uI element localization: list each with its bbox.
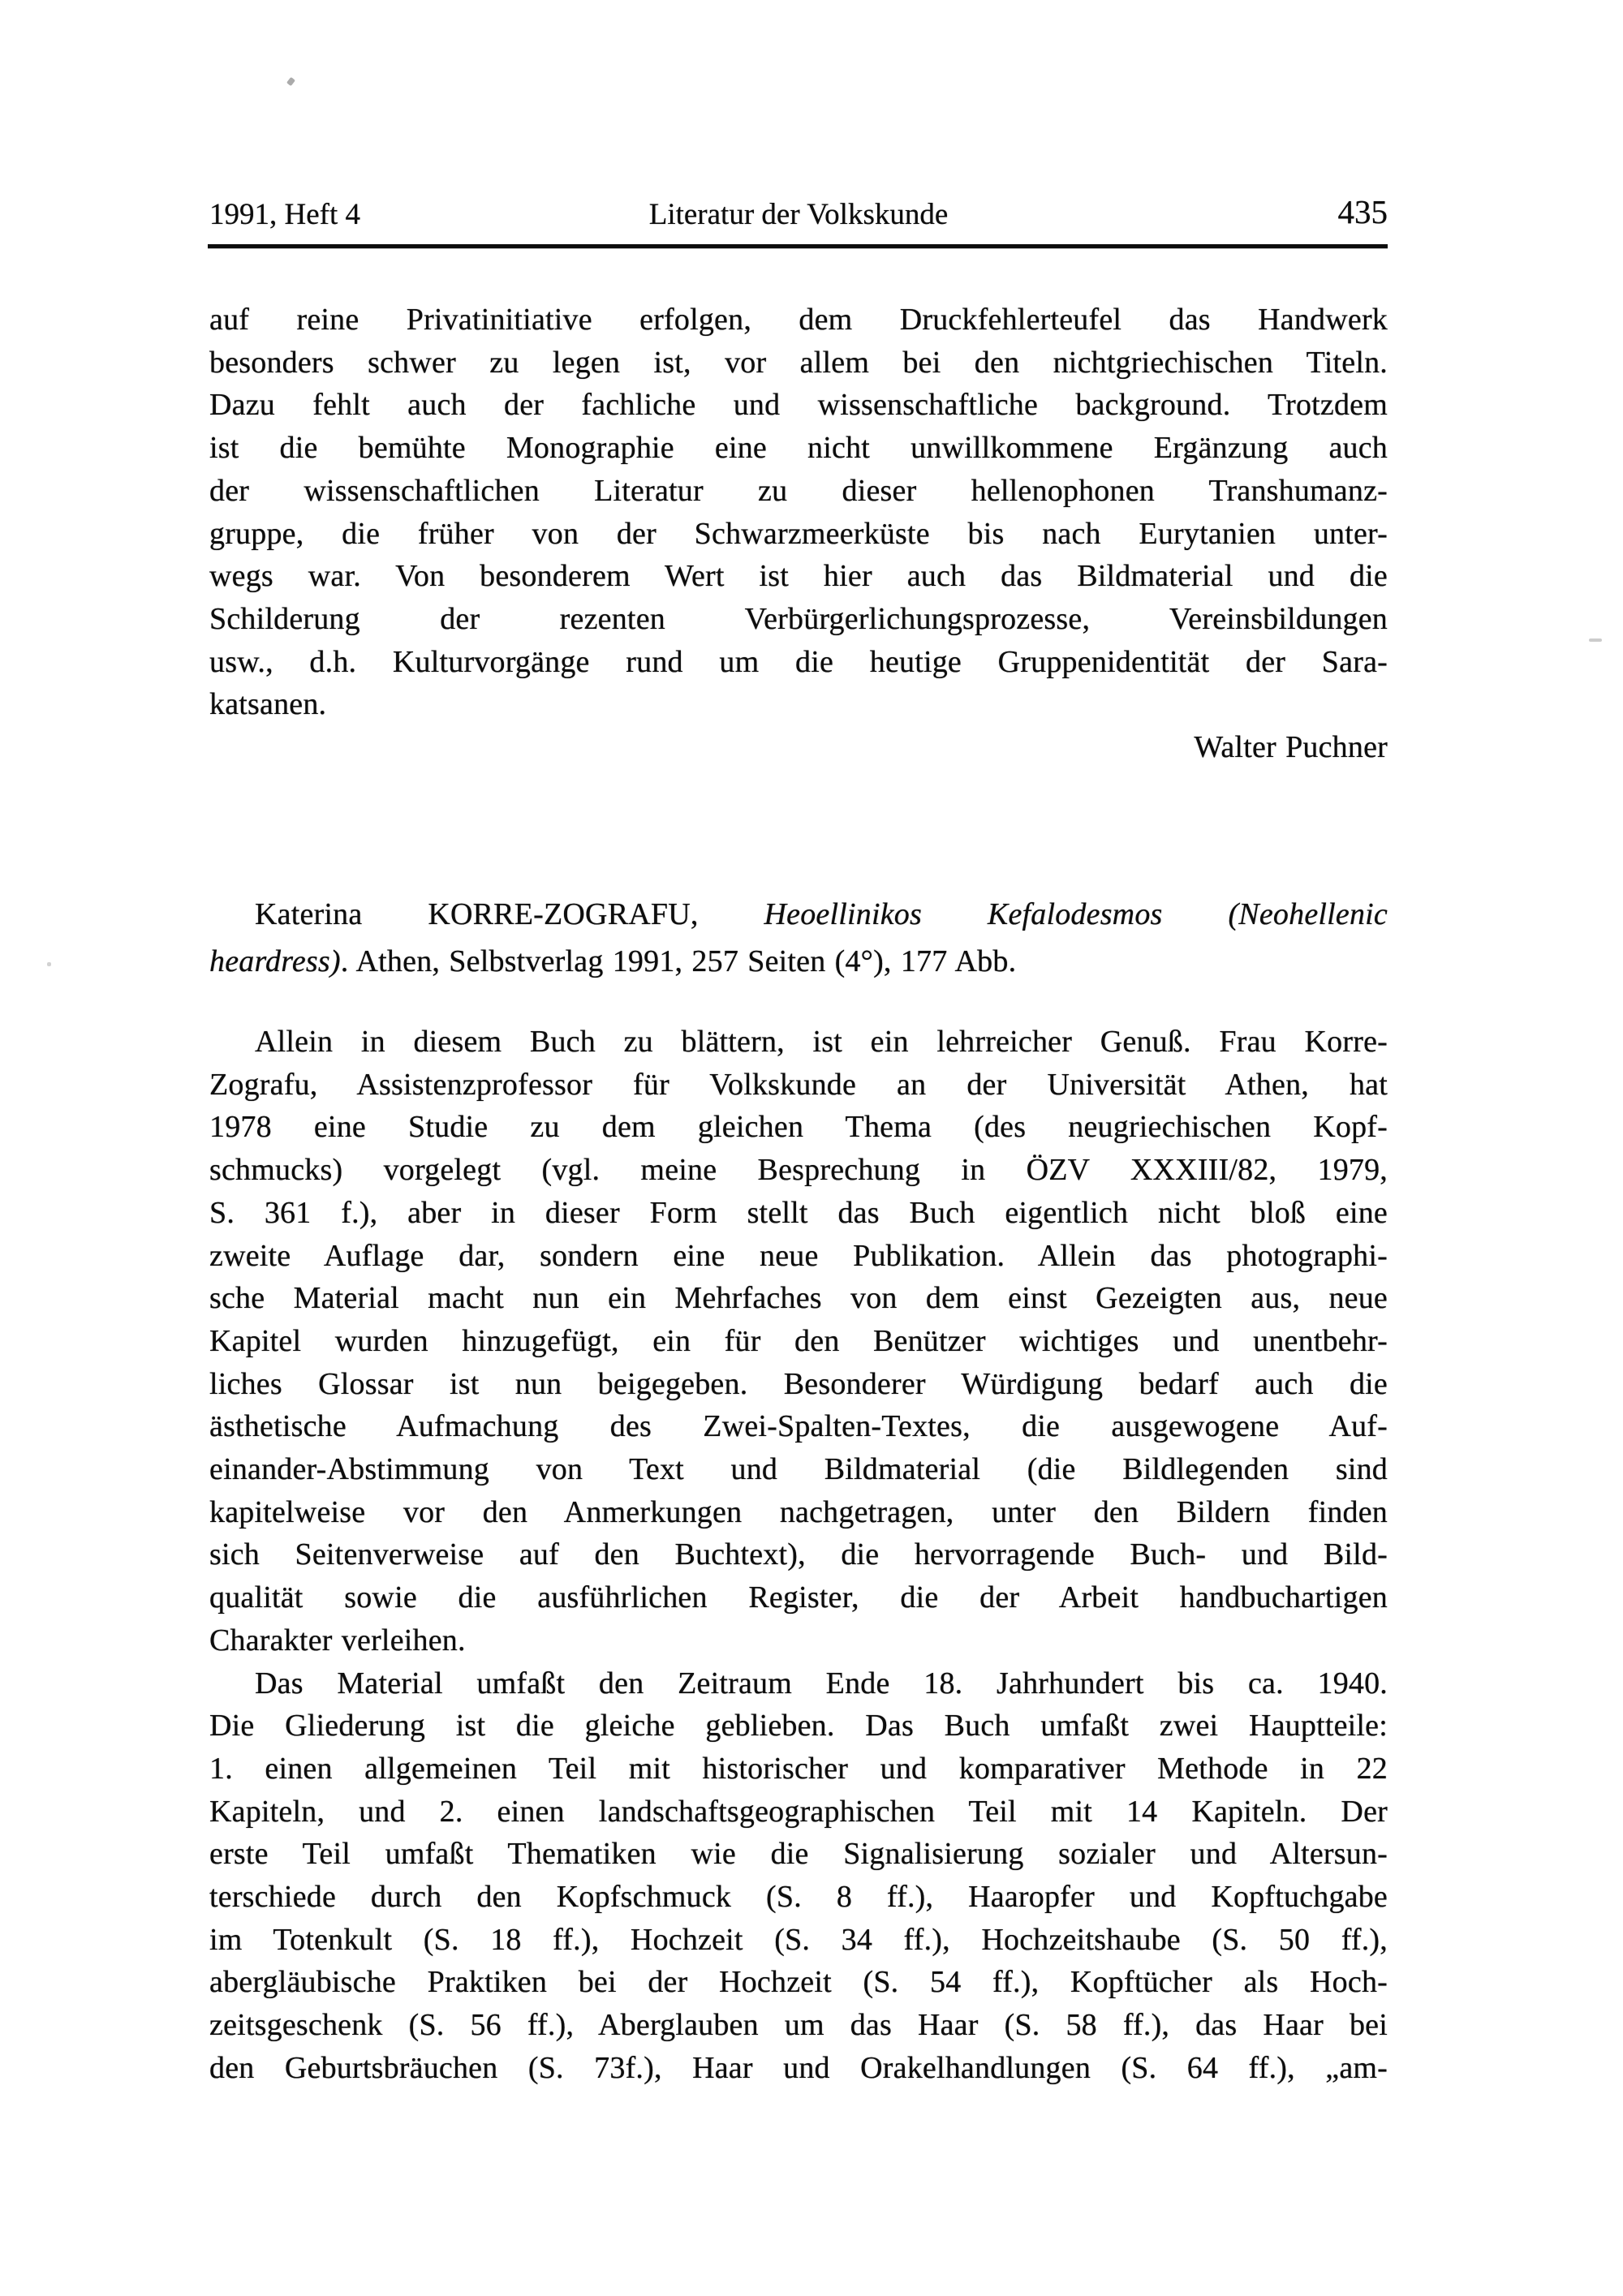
scan-speck [286, 77, 295, 86]
scan-speck [1589, 638, 1602, 642]
heading-line [209, 891, 1388, 938]
text-line: katsanen. [209, 687, 327, 722]
text-line: ästhetische Aufmachung des Zwei-Spalten-Textes, die ausgewogene Auf- [209, 1409, 1388, 1444]
heading-author: Katerina KORRE-ZOGRAFU, [255, 897, 764, 931]
text-line: einander-Abstimmung von Text und Bildmaterial (die Bildlegenden sind [209, 1452, 1388, 1487]
heading-imprint: . Athen, Selbstverlag 1991, 257 Seiten (4°), 177 Abb. [340, 944, 1017, 978]
text-line: terschiede durch den Kopfschmuck (S. 8 ff.), Haaropfer und Kopftuchgabe [209, 1880, 1388, 1915]
text-line: im Totenkult (S. 18 ff.), Hochzeit (S. 34 ff.), Hochzeitshaube (S. 50 ff.), [209, 1922, 1388, 1957]
text-line: schmucks) vorgelegt (vgl. meine Besprechung in ÖZV XXXIII/82, 1979, [209, 1153, 1388, 1188]
text-line: Schilderung der rezenten Verbürgerlichungsprozesse, Vereinsbildungen [209, 601, 1388, 636]
heading-title-italic: Heoellinikos Kefalodesmos (Neohellenic [764, 897, 1388, 931]
header-rule [208, 244, 1388, 248]
scan-speck [47, 962, 51, 966]
page-number: 435 [1337, 193, 1388, 230]
text-line: Dazu fehlt auch der fachliche und wissenschaftliche background. Trotzdem [209, 388, 1388, 423]
text-line: sich Seitenverweise auf den Buchtext), die hervorragende Buch- und Bild- [209, 1537, 1388, 1572]
text-line: gruppe, die früher von der Schwarzmeerküste bis nach Eurytanien unter- [209, 516, 1388, 551]
heading-line [209, 938, 1388, 985]
text-line: 1978 eine Studie zu dem gleichen Thema (des neugriechischen Kopf- [209, 1110, 1388, 1145]
text-line: Kapitel wurden hinzugefügt, ein für den Benützer wichtiges und unentbehr- [209, 1323, 1388, 1358]
review-body [209, 1021, 1388, 2090]
text-line: usw., d.h. Kulturvorgänge rund um die heutige Gruppenidentität der Sara- [209, 644, 1388, 679]
running-title: Literatur der Volkskunde [648, 198, 949, 231]
text-line: kapitelweise vor den Anmerkungen nachgetragen, unter den Bildern finden [209, 1494, 1388, 1529]
heading-title-italic: heardress) [209, 944, 341, 978]
journal-issue: 1991, Heft 4 [209, 198, 360, 231]
text-line: sche Material macht nun ein Mehrfaches von dem einst Gezeigten aus, neue [209, 1281, 1388, 1316]
text-line: qualität sowie die ausführlichen Register, die der Arbeit handbuchartigen [209, 1580, 1388, 1615]
text-line: Kapiteln, und 2. einen landschaftsgeographischen Teil mit 14 Kapiteln. Der [209, 1794, 1388, 1829]
text-line: abergläubische Praktiken bei der Hochzeit (S. 54 ff.), Kopftücher als Hoch- [209, 1965, 1388, 2000]
text-line: auf reine Privatinitiative erfolgen, dem Druckfehlerteufel das Handwerk [209, 303, 1388, 337]
previous-review-text [209, 299, 1388, 769]
text-line: 1. einen allgemeinen Teil mit historischer und komparativer Methode in 22 [209, 1751, 1388, 1786]
review-heading [209, 891, 1388, 985]
text-line: besonders schwer zu legen ist, vor allem bei den nichtgriechischen Titeln. [209, 345, 1388, 380]
text-line: zweite Auflage dar, sondern eine neue Publikation. Allein das photographi- [209, 1238, 1388, 1273]
text-line: der wissenschaftlichen Literatur zu dieser hellenophonen Transhumanz- [209, 473, 1388, 508]
text-line: liches Glossar ist nun beigegeben. Besonderer Würdigung bedarf auch die [209, 1366, 1388, 1401]
text-line: den Geburtsbräuchen (S. 73f.), Haar und Orakelhandlungen (S. 64 ff.), „am- [209, 2050, 1388, 2085]
text-line: Allein in diesem Buch zu blättern, ist ein lehrreicher Genuß. Frau Korre- [255, 1025, 1388, 1059]
text-line: erste Teil umfaßt Thematiken wie die Signalisierung sozialer und Altersun- [209, 1837, 1388, 1872]
text-line: Zografu, Assistenzprofessor für Volkskunde an der Universität Athen, hat [209, 1067, 1388, 1102]
text-line: ist die bemühte Monographie eine nicht unwillkommene Ergänzung auch [209, 431, 1388, 466]
reviewer-signature: Walter Puchner [1194, 730, 1388, 765]
text-line: Die Gliederung ist die gleiche geblieben. Das Buch umfaßt zwei Hauptteile: [209, 1709, 1388, 1743]
text-line: wegs war. Von besonderem Wert ist hier auch das Bildmaterial und die [209, 559, 1388, 594]
text-line: Charakter verleihen. [209, 1623, 466, 1658]
text-line: Das Material umfaßt den Zeitraum Ende 18. Jahrhundert bis ca. 1940. [255, 1666, 1388, 1701]
text-line: S. 361 f.), aber in dieser Form stellt das Buch eigentlich nicht bloß eine [209, 1195, 1388, 1230]
text-line: zeitsgeschenk (S. 56 ff.), Aberglauben um das Haar (S. 58 ff.), das Haar bei [209, 2008, 1388, 2043]
